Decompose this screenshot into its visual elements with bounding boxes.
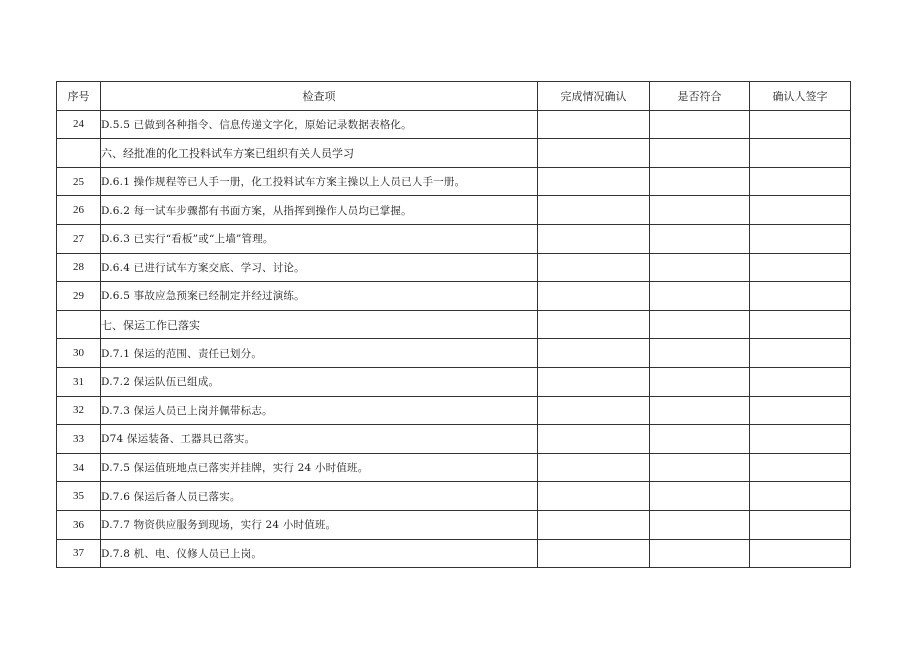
done-cell: [538, 310, 650, 339]
check-item-text: D.7.8 机、电、仪修人员已上岗。: [101, 539, 538, 568]
signature-cell: [750, 510, 851, 539]
table-header: [57, 82, 851, 111]
compliance-cell: [650, 539, 750, 568]
row-number: 26: [57, 196, 101, 225]
row-number: 27: [57, 224, 101, 253]
row-number: 24: [57, 110, 101, 139]
signature-cell: [750, 196, 851, 225]
row-number: [57, 139, 101, 168]
row-number: 30: [57, 339, 101, 368]
signature-cell: [750, 139, 851, 168]
compliance-cell: [650, 196, 750, 225]
checklist-sheet: [56, 81, 850, 568]
table-row: [57, 339, 851, 368]
signature-cell: [750, 396, 851, 425]
compliance-cell: [650, 396, 750, 425]
signature-cell: [750, 425, 851, 454]
signature-cell: [750, 339, 851, 368]
compliance-cell: [650, 367, 750, 396]
row-number: 37: [57, 539, 101, 568]
done-cell: [538, 396, 650, 425]
section-title: 六、经批准的化工投料试车方案已组织有关人员学习: [101, 139, 538, 168]
header-no: 序号: [57, 82, 101, 111]
table-row: [57, 425, 851, 454]
section-row: [57, 310, 851, 339]
row-number: 28: [57, 253, 101, 282]
done-cell: [538, 339, 650, 368]
header-item: 检查项: [101, 82, 538, 111]
done-cell: [538, 453, 650, 482]
compliance-cell: [650, 482, 750, 511]
check-item-text: D.7.5 保运值班地点已落实并挂牌，实行 24 小时值班。: [101, 453, 538, 482]
table-row: [57, 482, 851, 511]
table-row: [57, 510, 851, 539]
table-row: [57, 367, 851, 396]
check-item-text: D.6.4 已进行试车方案交底、学习、讨论。: [101, 253, 538, 282]
row-number: 34: [57, 453, 101, 482]
table-row: [57, 453, 851, 482]
header-ok: 是否符合: [650, 82, 750, 111]
check-item-text: D.7.2 保运队伍已组成。: [101, 367, 538, 396]
compliance-cell: [650, 510, 750, 539]
row-number: 25: [57, 167, 101, 196]
compliance-cell: [650, 282, 750, 311]
signature-cell: [750, 167, 851, 196]
row-number: 33: [57, 425, 101, 454]
row-number: 35: [57, 482, 101, 511]
table-row: [57, 110, 851, 139]
table-row: [57, 196, 851, 225]
compliance-cell: [650, 224, 750, 253]
check-item-text: D74 保运装备、工器具已落实。: [101, 425, 538, 454]
compliance-cell: [650, 167, 750, 196]
signature-cell: [750, 253, 851, 282]
signature-cell: [750, 539, 851, 568]
table-row: [57, 539, 851, 568]
check-item-text: D.6.5 事故应急预案已经制定并经过演练。: [101, 282, 538, 311]
section-row: [57, 139, 851, 168]
compliance-cell: [650, 110, 750, 139]
signature-cell: [750, 110, 851, 139]
table-row: [57, 167, 851, 196]
done-cell: [538, 139, 650, 168]
check-item-text: D.6.3 已实行“看板”或“上墙”管理。: [101, 224, 538, 253]
signature-cell: [750, 224, 851, 253]
signature-cell: [750, 310, 851, 339]
check-item-text: D.5.5 已做到各种指令、信息传递文字化，原始记录数据表格化。: [101, 110, 538, 139]
row-number: 29: [57, 282, 101, 311]
table-row: [57, 253, 851, 282]
compliance-cell: [650, 253, 750, 282]
signature-cell: [750, 367, 851, 396]
check-item-text: D.6.2 每一试车步骤都有书面方案，从指挥到操作人员均已掌握。: [101, 196, 538, 225]
done-cell: [538, 367, 650, 396]
check-item-text: D.6.1 操作规程等已人手一册，化工投料试车方案主操以上人员已人手一册。: [101, 167, 538, 196]
checklist-table: [56, 81, 851, 568]
done-cell: [538, 282, 650, 311]
signature-cell: [750, 282, 851, 311]
compliance-cell: [650, 339, 750, 368]
table-row: [57, 282, 851, 311]
header-done: 完成情况确认: [538, 82, 650, 111]
check-item-text: D.7.3 保运人员已上岗并佩带标志。: [101, 396, 538, 425]
done-cell: [538, 110, 650, 139]
table-body: [57, 110, 851, 568]
row-number: 32: [57, 396, 101, 425]
header-row: [57, 82, 851, 111]
done-cell: [538, 196, 650, 225]
compliance-cell: [650, 453, 750, 482]
row-number: 36: [57, 510, 101, 539]
row-number: 31: [57, 367, 101, 396]
done-cell: [538, 539, 650, 568]
compliance-cell: [650, 310, 750, 339]
done-cell: [538, 425, 650, 454]
table-row: [57, 224, 851, 253]
signature-cell: [750, 453, 851, 482]
compliance-cell: [650, 425, 750, 454]
compliance-cell: [650, 139, 750, 168]
check-item-text: D.7.7 物资供应服务到现场，实行 24 小时值班。: [101, 510, 538, 539]
section-title: 七、保运工作已落实: [101, 310, 538, 339]
header-sign: 确认人签字: [750, 82, 851, 111]
row-number: [57, 310, 101, 339]
done-cell: [538, 167, 650, 196]
done-cell: [538, 510, 650, 539]
signature-cell: [750, 482, 851, 511]
table-row: [57, 396, 851, 425]
done-cell: [538, 482, 650, 511]
done-cell: [538, 224, 650, 253]
check-item-text: D.7.6 保运后备人员已落实。: [101, 482, 538, 511]
done-cell: [538, 253, 650, 282]
check-item-text: D.7.1 保运的范围、责任已划分。: [101, 339, 538, 368]
